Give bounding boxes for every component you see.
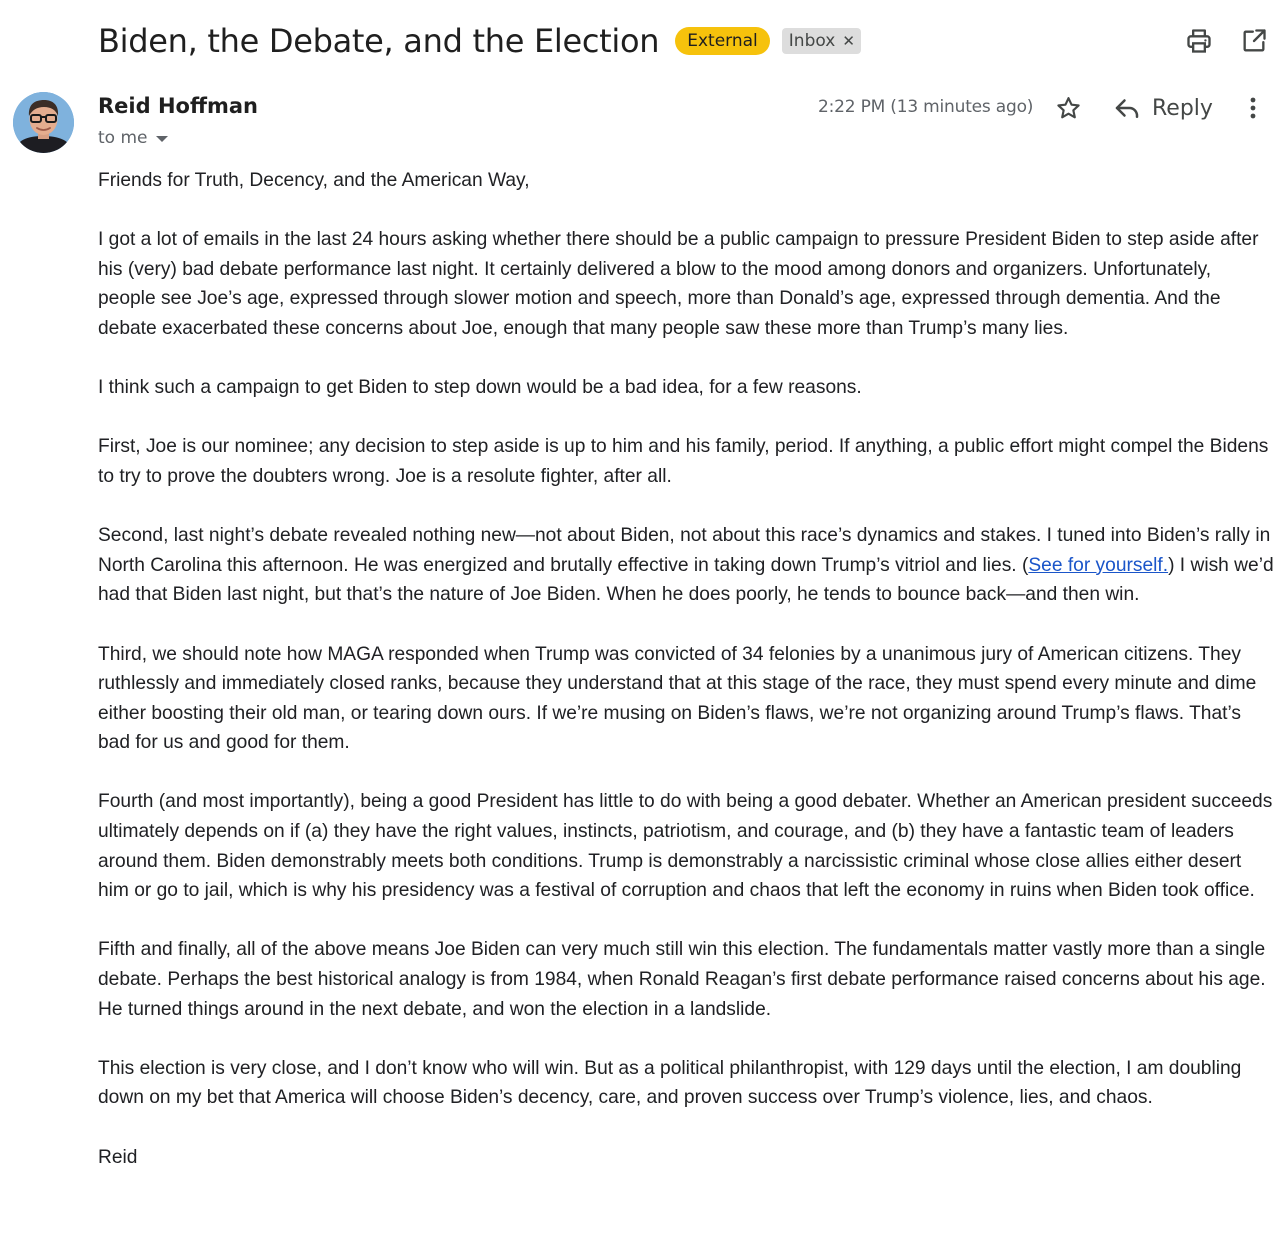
paragraph-text: ) I wish we’d had that Biden last night, but that’s the nature of Joe Biden. When he does poorly, he tends to bounce back—and then win. bbox=[98, 554, 1274, 606]
body-paragraph: Fifth and finally, all of the above means Joe Biden can very much still win this election. The fundamentals matter vastly more than a single debate. Perhaps the best historical analogy is from 1984, when Ronald Reagan’s first debate performance raised concerns about his age. He turned things around in the next debate, and won the election in a landslide. bbox=[98, 939, 1266, 1020]
star-button[interactable] bbox=[1053, 93, 1083, 123]
body-paragraph: Fourth (and most importantly), being a good President has little to do with being a good debater. Whether an American president succeeds ultimately depends on if (a) they have the right values, instincts, patriotism, and courage, and (b) they have a fantastic team of leaders around them. Biden demonstrably meets both conditions. Trump is demonstrably a narcissistic criminal whose close allies either desert him or go to jail, which is why his presidency was a festival of corruption and chaos that left the economy in ruins when Biden took office. bbox=[98, 791, 1273, 902]
chevron-down-icon bbox=[156, 136, 168, 142]
body-paragraph: I think such a campaign to get Biden to step down would be a bad idea, for a few reasons. bbox=[98, 377, 862, 399]
star-icon bbox=[1055, 95, 1082, 122]
reply-label: Reply bbox=[1152, 95, 1213, 121]
more-vert-icon bbox=[1249, 96, 1257, 120]
close-icon[interactable]: ✕ bbox=[842, 32, 855, 50]
reply-button[interactable] bbox=[1112, 92, 1213, 124]
inbox-label[interactable] bbox=[782, 28, 861, 54]
sender-name: Reid Hoffman bbox=[98, 94, 258, 118]
sender-avatar[interactable] bbox=[13, 92, 74, 153]
print-icon bbox=[1185, 27, 1213, 55]
avatar-portrait-icon bbox=[13, 92, 74, 153]
body-paragraph: This election is very close, and I don’t know who will win. But as a political philanthropist, with 129 days until the election, I am doubling down on my bet that America will choose Biden’s decency, care, and proven success over Trump’s violence, lies, and chaos. bbox=[98, 1057, 1242, 1109]
print-button[interactable] bbox=[1184, 26, 1214, 56]
paragraph-text: Second, last night’s debate revealed nothing new—not about Biden, not about this race’s dynamics and stakes. I tuned into Biden’s rally in North Carolina this afternoon. He was energized and brutally effective in taking down Trump’s vitriol and lies. ( bbox=[98, 525, 1271, 576]
inbox-label-text: Inbox bbox=[788, 31, 836, 51]
recipient-label: to me bbox=[98, 128, 148, 148]
email-signature: Reid bbox=[98, 1146, 138, 1168]
email-greeting: Friends for Truth, Decency, and the American Way, bbox=[98, 170, 530, 191]
body-paragraph bbox=[98, 521, 1274, 610]
email-header bbox=[98, 18, 861, 64]
body-paragraph: I got a lot of emails in the last 24 hours asking whether there should be a public campaign to pressure President Biden to step aside after his (very) bad debate performance last night. It certainly delivered a blow to the mood among donors and organizers. Unfortunately, people see Joe’s age, expressed through slower motion and speech, more than Donald’s age, expressed through dementia. And the debate exacerbated these concerns about Joe, enough that many people saw these more than Trump’s many lies. bbox=[98, 229, 1259, 339]
email-body bbox=[98, 166, 1274, 1202]
see-for-yourself-link[interactable]: See for yourself. bbox=[1028, 554, 1169, 576]
open-in-new-window-icon bbox=[1240, 27, 1268, 55]
email-timestamp: 2:22 PM (13 minutes ago) bbox=[818, 97, 1034, 117]
more-options-button[interactable] bbox=[1239, 93, 1267, 123]
external-label: External bbox=[675, 27, 770, 55]
reply-arrow-icon bbox=[1112, 93, 1142, 123]
recipient-details-toggle[interactable] bbox=[98, 128, 168, 148]
email-subject: Biden, the Debate, and the Election bbox=[98, 22, 660, 60]
body-paragraph: Third, we should note how MAGA responded when Trump was convicted of 34 felonies by a unanimous jury of American citizens. They ruthlessly and immediately closed ranks, because they understand that at this stage of the race, they must spend every minute and dime either boosting their old man, or tearing down ours. If we’re musing on Biden’s flaws, we’re not organizing around Trump’s flaws. That’s bad for us and good for them. bbox=[98, 643, 1257, 754]
body-paragraph: First, Joe is our nominee; any decision to step aside is up to him and his family, period. If anything, a public effort might compel the Bidens to try to prove the doubters wrong. Joe is a resolute fighter, after all. bbox=[98, 436, 1269, 487]
open-in-new-window-button[interactable] bbox=[1239, 26, 1269, 56]
